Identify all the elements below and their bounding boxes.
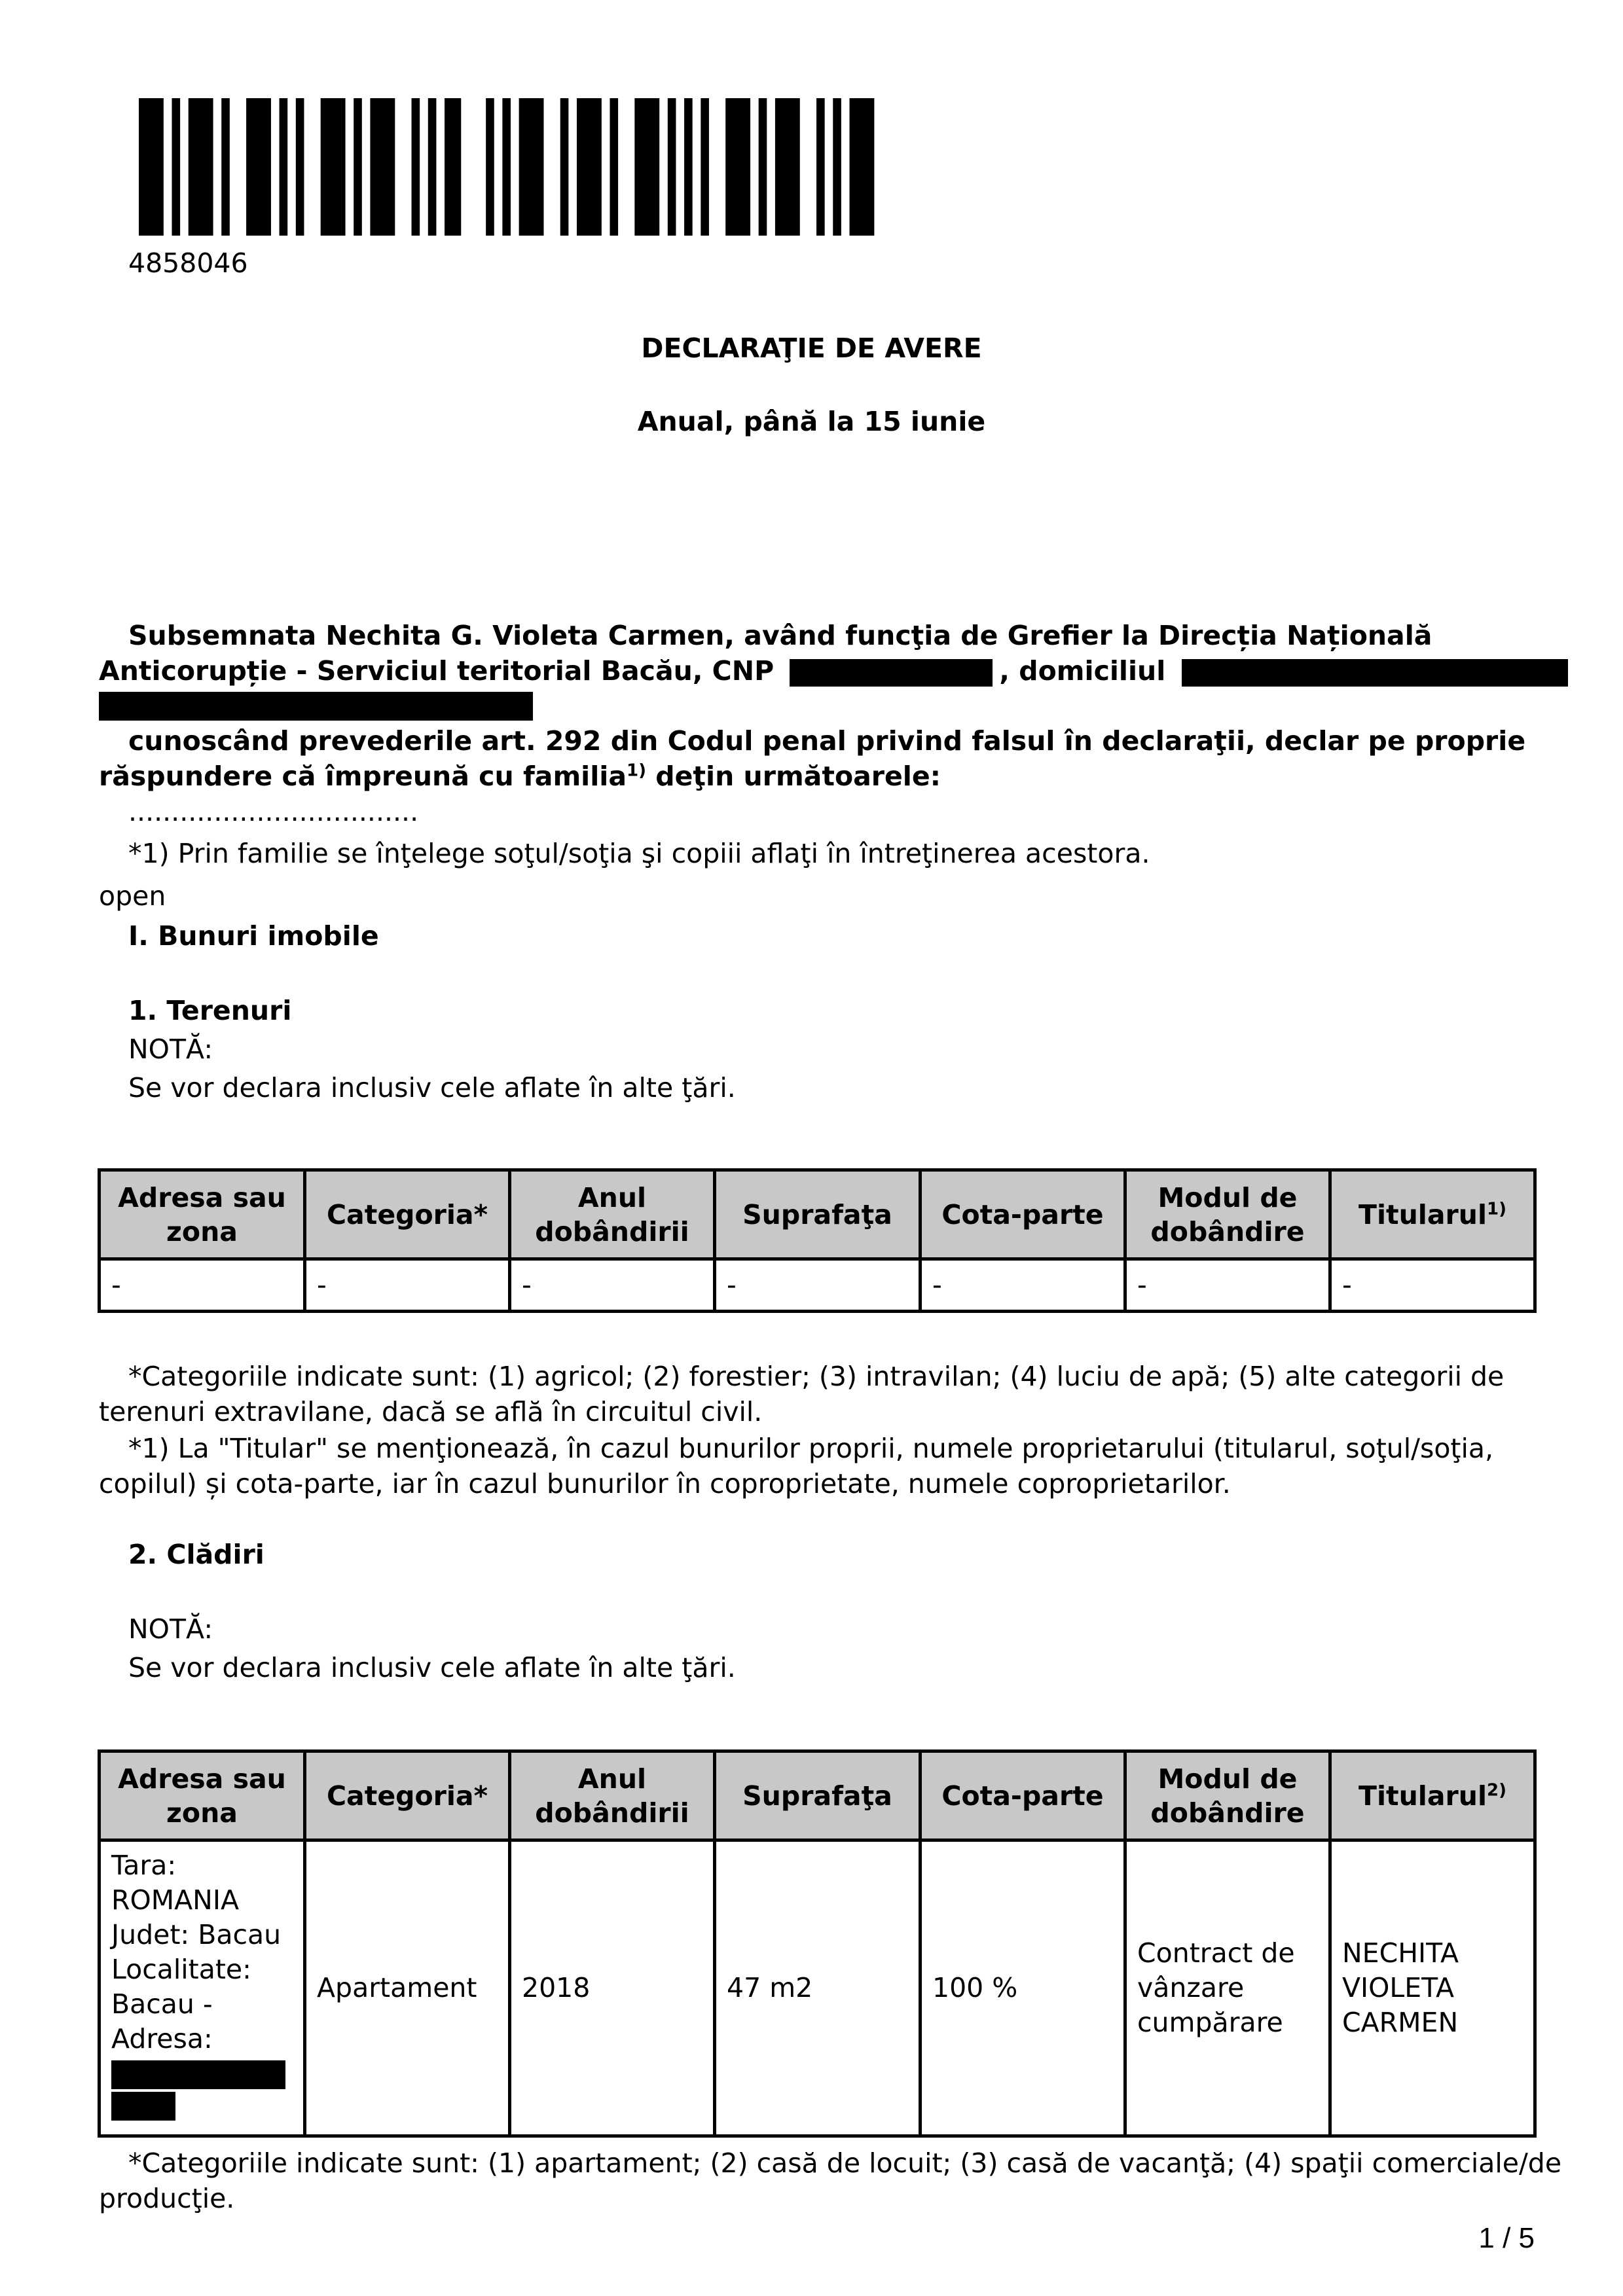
header-suprafata: Suprafaţa <box>715 1170 921 1259</box>
terenuri-note-1a: *Categoriile indicate sunt: (1) agricol; (2) forestier; (3) intravilan; (4) luciu de apă; (5) alte categorii de <box>128 1361 1504 1392</box>
redacted-address <box>1182 659 1568 687</box>
subsection-cladiri: 2. Clădiri <box>128 1539 264 1570</box>
redacted-address <box>111 2060 285 2089</box>
cladiri-note-a: *Categoriile indicate sunt: (1) apartament; (2) casă de locuit; (3) casă de vacanţă; (4) spaţii comerciale/de <box>128 2147 1562 2179</box>
cladiri-table <box>98 1749 1537 2138</box>
header-suprafata: Suprafaţa <box>715 1751 921 1840</box>
intro-line-3: cunoscând prevederile art. 292 din Codul penal privind falsul în declaraţii, declar pe proprie <box>128 725 1526 757</box>
terenuri-note-2b: copilul) și cota-parte, iar în cazul bunurilor în coproprietate, numele coproprietarilor. <box>99 1468 1231 1499</box>
intro-line-2: Anticorupție - Serviciul teritorial Bacău, CNP , domiciliul <box>99 653 1568 689</box>
cell-modul: Contract de vânzare cumpărare <box>1125 1840 1330 2136</box>
cell-cota: 100 % <box>921 1840 1125 2136</box>
cell-categoria: Apartament <box>305 1840 510 2136</box>
terenuri-note-2a: *1) La "Titular" se menţionează, în cazul bunurilor proprii, numele proprietarului (titularul, soţul/soţia, <box>128 1433 1494 1464</box>
document-title: DECLARAŢIE DE AVERE <box>641 332 982 364</box>
cell-adresa: Tara: ROMANIA Judet: Bacau Localitate: Bacau - Adresa: <box>100 1840 305 2136</box>
cell-anul: 2018 <box>510 1840 715 2136</box>
terenuri-note-1b: terenuri extravilane, dacă se află în circuitul civil. <box>99 1396 763 1427</box>
nota-label-1: NOTĂ: <box>128 1033 213 1065</box>
cladiri-note-b: producţie. <box>99 2183 235 2214</box>
header-titular: Titularul$^{2)}$ <box>1330 1751 1535 1840</box>
intro-dots: .................................. <box>128 796 419 827</box>
header-anul: Anul dobândirii <box>510 1751 715 1840</box>
nota-text-2: Se vor declara inclusiv cele aflate în alte ţări. <box>128 1652 736 1683</box>
cell-suprafata: 47 m2 <box>715 1840 921 2136</box>
open-label: open <box>99 880 166 912</box>
barcode <box>139 98 883 236</box>
page-number: 1 / 5 <box>1478 2222 1535 2254</box>
header-categoria: Categoria* <box>305 1170 510 1259</box>
intro-line-1: Subsemnata Nechita G. Violeta Carmen, având funcţia de Grefier la Direcția Națională <box>128 620 1432 651</box>
cladiri-header-row <box>100 1751 1535 1840</box>
header-titular: Titularul$^{1)}$ <box>1330 1170 1535 1259</box>
table-row: - - - - - - - <box>100 1259 1535 1312</box>
header-adresa: Adresa sau zona <box>100 1170 305 1259</box>
header-cota: Cota-parte <box>921 1170 1125 1259</box>
header-anul: Anul dobândirii <box>510 1170 715 1259</box>
intro-line-4: răspundere că împreună cu familia$^{1)}$ deţin următoarele: <box>99 761 941 792</box>
subsection-terenuri: 1. Terenuri <box>128 995 292 1026</box>
table-row <box>100 1840 1535 2136</box>
header-cota: Cota-parte <box>921 1751 1125 1840</box>
barcode-number: 4858046 <box>128 247 248 279</box>
document-subtitle: Anual, până la 15 iunie <box>637 406 986 437</box>
redacted-cnp <box>790 659 993 687</box>
section-1-title: I. Bunuri imobile <box>128 920 379 952</box>
header-modul: Modul de dobândire <box>1125 1751 1330 1840</box>
terenuri-header-row <box>100 1170 1535 1259</box>
redacted-address-continued <box>111 2092 175 2121</box>
nota-text-1: Se vor declara inclusiv cele aflate în alte ţări. <box>128 1072 736 1103</box>
terenuri-table <box>98 1168 1537 1313</box>
nota-label-2: NOTĂ: <box>128 1613 213 1645</box>
header-categoria: Categoria* <box>305 1751 510 1840</box>
header-adresa: Adresa sau zona <box>100 1751 305 1840</box>
cell-titular: NECHITA VIOLETA CARMEN <box>1330 1840 1535 2136</box>
header-modul: Modul de dobândire <box>1125 1170 1330 1259</box>
redacted-address-continued <box>99 692 533 721</box>
intro-footnote: *1) Prin familie se înţelege soţul/soţia şi copiii aflaţi în întreţinerea acestora. <box>128 838 1150 869</box>
